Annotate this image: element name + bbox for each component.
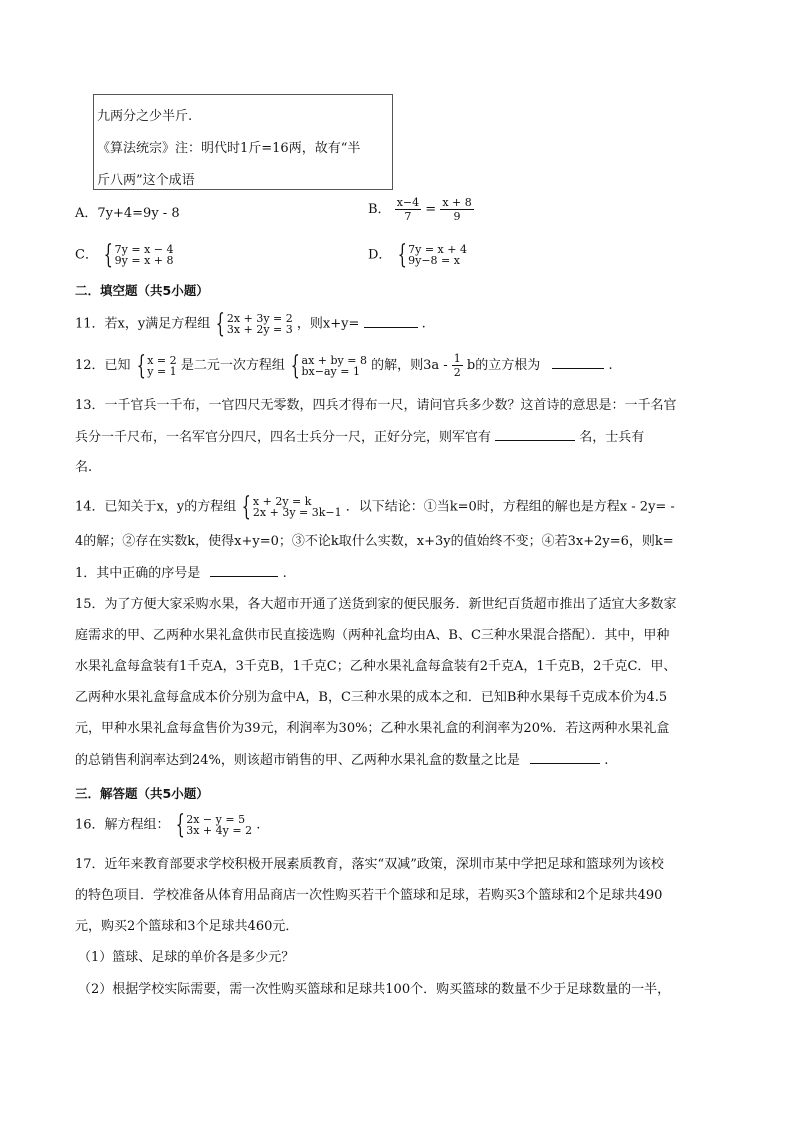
option-b-label: B． xyxy=(368,202,391,217)
q14-post: ．以下结论：①当k=0时，方程组的解也是方程x - 2y= - xyxy=(345,499,675,515)
q14-line-3 xyxy=(75,564,287,583)
q16-row-1: 2x − y = 5 xyxy=(186,813,246,826)
q12-sol-row-2: y = 1 xyxy=(147,364,177,378)
question-12 xyxy=(75,352,613,379)
q11-pre: 11．若x，y满足方程组 xyxy=(75,316,211,332)
q12-sys-row-1: ax + by = 8 xyxy=(301,353,367,367)
q16-system xyxy=(174,812,252,838)
q17-line-3: 元，购买2个篮球和3个足球共460元． xyxy=(75,919,299,934)
q11-end: . xyxy=(421,316,426,332)
question-11 xyxy=(75,311,426,337)
option-d-label: D． xyxy=(368,247,392,263)
note-line-3: 斤八两”这个成语 xyxy=(97,173,195,188)
note-box xyxy=(93,94,393,190)
q17-line-1: 17．近年来教育部要求学校积极开展素质教育，落实“双减”政策，深圳市某中学把足球和篮球列为该校 xyxy=(75,857,664,872)
q17-sub-2: （2）根据学校实际需要，需一次性购买篮球和足球共100个．购买篮球的数量不少于足球数量的一半， xyxy=(78,982,671,997)
q13-line-2 xyxy=(75,428,644,447)
section-3-title: 三．解答题（共5小题） xyxy=(75,786,209,801)
q16-end: . xyxy=(256,817,261,833)
q12-mid: 是二元一次方程组 xyxy=(180,358,285,373)
brace-icon: { xyxy=(397,240,407,270)
option-d-row-1: 7y = x + 4 xyxy=(408,243,467,256)
option-b-left-fraction xyxy=(395,196,421,223)
option-c-system xyxy=(102,242,173,268)
q15-line-6b: . xyxy=(604,753,609,768)
note-line-2: 《算法统宗》注：明代时1斤=16两，故有“半 xyxy=(97,141,361,156)
option-b-right-num: x + 8 xyxy=(442,196,472,209)
q11-row-1: 2x + 3y = 2 xyxy=(226,312,293,325)
option-b-left-num: x−4 xyxy=(396,196,420,209)
q13-line-1: 13．一千官兵一千布，一官四尺无零数，四兵才得布一尺，请问官兵多少数？这首诗的意思是：一千名官 xyxy=(75,398,677,413)
q15-line-1: 15．为了方便大家采购水果，各大超市开通了送货到家的便民服务．新世纪百货超市推出了适宜大多数家 xyxy=(75,597,677,612)
q12-sys-row-2: bx−ay = 1 xyxy=(301,364,360,378)
option-c-row-2: 9y = x + 8 xyxy=(114,254,174,267)
option-b-eq: = xyxy=(425,202,437,217)
option-b-left-den: 7 xyxy=(404,210,412,223)
note-line-1: 九两分之少半斤. xyxy=(97,109,193,124)
q13-answer-blank-officers[interactable] xyxy=(495,428,575,441)
q12-pre: 12．已知 xyxy=(75,358,131,373)
q15-line-4: 乙两种水果礼盒每盒成本价分别为盒中A，B，C三种水果的成本之和．已知B种水果每千克成本价为4.5 xyxy=(75,690,668,705)
q13-line-3: 名. xyxy=(75,460,93,475)
q12-end: . xyxy=(608,358,613,373)
question-16 xyxy=(75,812,260,838)
q16-pre: 16．解方程组： xyxy=(75,817,170,833)
brace-icon: { xyxy=(136,350,146,381)
q14-row-2: 2x + 3y = 3k−1 xyxy=(252,506,342,519)
q14-row-1: x + 2y = k xyxy=(252,495,312,508)
option-a: A．7y+4=9y - 8 xyxy=(75,206,180,221)
brace-icon: { xyxy=(216,309,226,339)
q14-answer-blank[interactable] xyxy=(210,564,278,577)
brace-icon: { xyxy=(242,492,252,522)
brace-icon: { xyxy=(290,350,300,381)
section-2-title: 二．填空题（共5小题） xyxy=(75,283,209,298)
option-b xyxy=(368,196,474,223)
q14-line-2: 4的解；②存在实数k，使得x+y=0；③不论k取什么实数，x+3y的值始终不变；④若3x+2y=6，则k= xyxy=(75,534,674,549)
q12-answer-blank[interactable] xyxy=(552,356,604,369)
brace-icon: { xyxy=(175,810,185,840)
q14-system xyxy=(240,494,341,520)
q12-solution xyxy=(135,350,177,381)
q15-answer-blank[interactable] xyxy=(530,751,600,764)
q12-post-2: b的立方根为 xyxy=(466,358,541,373)
q15-line-6 xyxy=(75,751,608,770)
q11-row-2: 3x + 2y = 3 xyxy=(226,323,293,336)
q13-line-2b: 名，士兵有 xyxy=(579,430,645,445)
option-b-right-fraction xyxy=(440,196,473,223)
option-d xyxy=(368,242,467,268)
q14-line-3b: . xyxy=(282,566,287,581)
option-c-row-1: 7y = x − 4 xyxy=(114,243,174,256)
q11-system xyxy=(214,311,292,337)
q12-frac-num: 1 xyxy=(453,352,461,365)
q16-row-2: 3x + 4y = 2 xyxy=(186,824,253,837)
brace-icon: { xyxy=(103,240,113,270)
q15-line-2: 庭需求的甲、乙两种水果礼盒供市民直接选购（两种礼盒均由A、B、C三种水果混合搭配）．其中，甲种 xyxy=(75,628,670,643)
q15-line-3: 水果礼盒每盒装有1千克A，3千克B，1千克C；乙种水果礼盒每盒装有2千克A，1千克B，2千克C．甲、 xyxy=(75,659,677,674)
option-c-label: C． xyxy=(75,247,98,263)
option-b-right-den: 9 xyxy=(453,210,461,223)
q17-sub-1: （1）篮球、足球的单价各是多少元？ xyxy=(78,950,295,965)
option-c xyxy=(75,242,173,268)
q14-pre: 14．已知关于x，y的方程组 xyxy=(75,499,237,515)
q12-sol-row-1: x = 2 xyxy=(147,353,177,367)
q15-line-6a: 的总销售利润率达到24%，则该超市销售的甲、乙两种水果礼盒的数量之比是 xyxy=(75,753,520,768)
q17-line-2: 的特色项目．学校准备从体育用品商店一次性购买若干个篮球和足球，若购买3个篮球和2个足球共490 xyxy=(75,888,663,903)
q11-post: ，则x+y= xyxy=(296,316,360,332)
option-d-system xyxy=(396,242,467,268)
q13-line-2a: 兵分一千尺布，一名军官分四尺，四名士兵分一尺，正好分完，则军官有 xyxy=(75,430,492,445)
q11-answer-blank[interactable] xyxy=(364,315,418,328)
q14-line-3a: 1．其中正确的序号是 xyxy=(75,566,201,581)
option-d-row-2: 9y−8 = x xyxy=(408,254,460,267)
q12-post-1: 的解，则3a - xyxy=(371,358,448,373)
q12-frac-den: 2 xyxy=(453,366,461,379)
q15-line-5: 元，甲种水果礼盒每盒售价为39元，利润率为30%；乙种水果礼盒的利润率为20%．若这两种水果礼盒 xyxy=(75,721,670,736)
q12-fraction xyxy=(452,352,463,379)
q12-system xyxy=(289,350,367,381)
question-14 xyxy=(75,494,675,520)
